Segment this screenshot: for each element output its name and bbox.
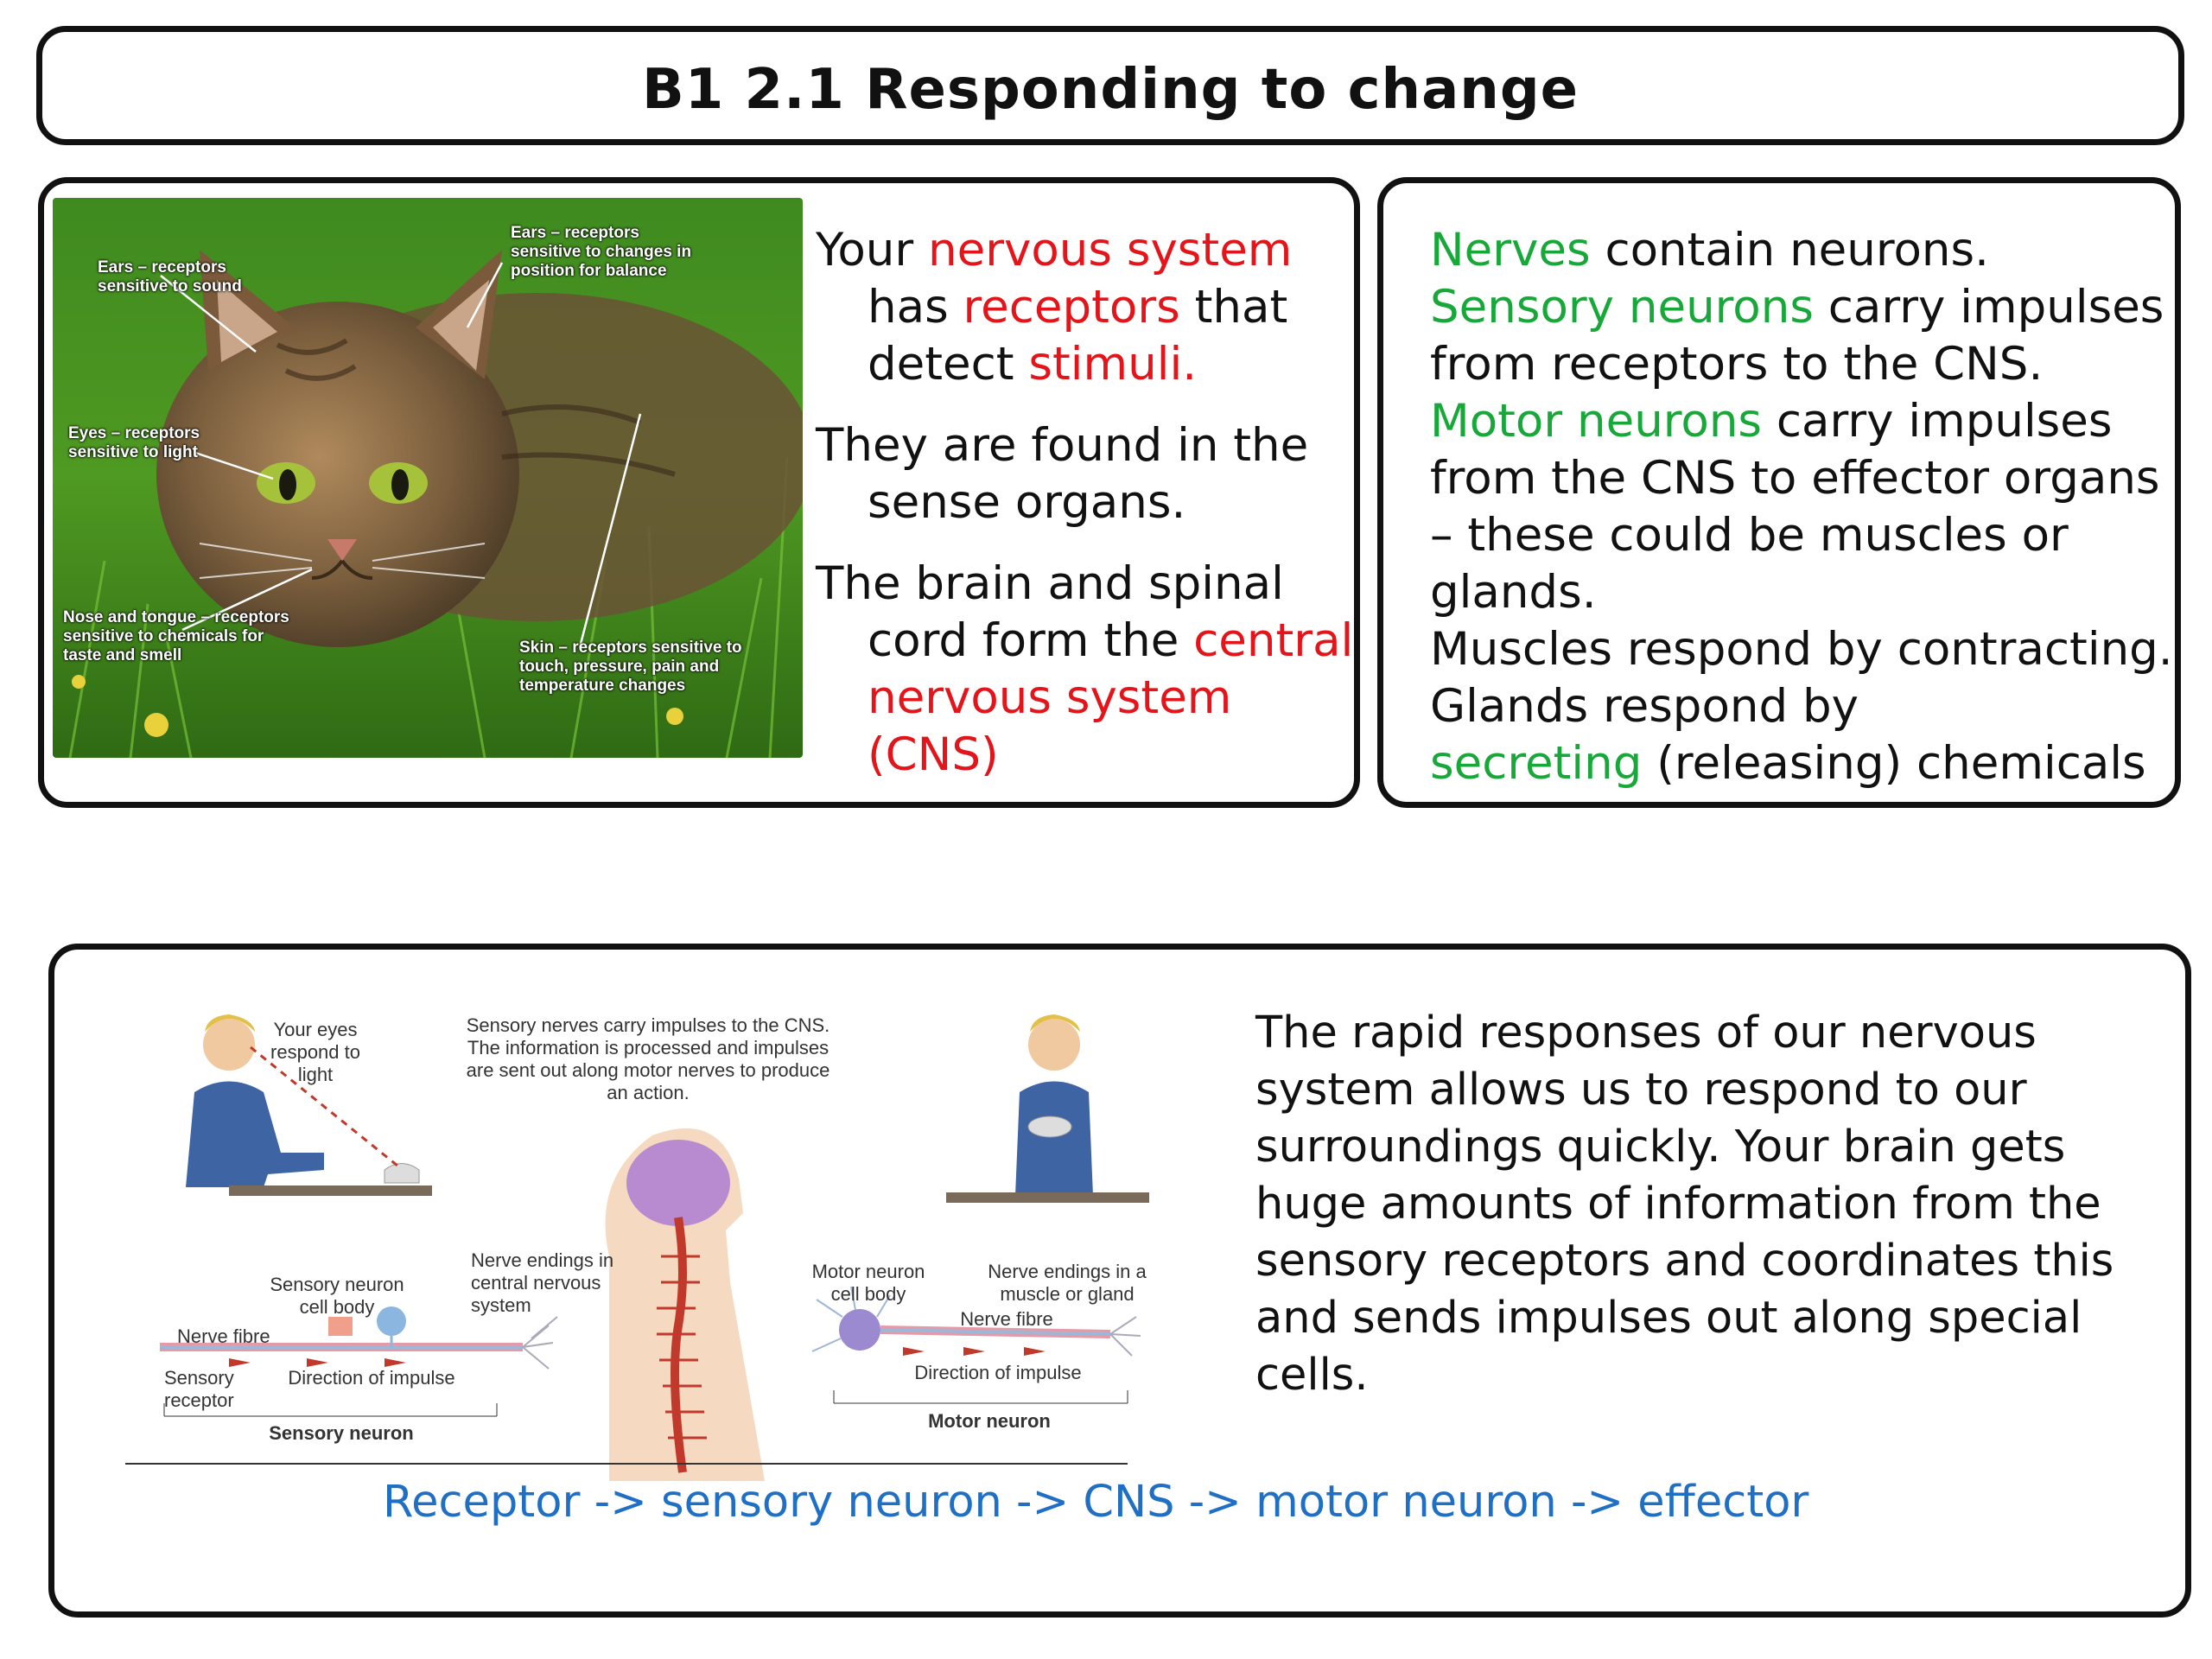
neurons-line-1: Nerves contain neurons.: [1430, 224, 1989, 276]
label-nose-tongue: Nose and tongue – receptors sensitive to chemicals for taste and smell: [63, 608, 289, 664]
neurons-panel: [1377, 177, 2181, 808]
cat-photo: [53, 198, 803, 758]
label-eyes: Eyes – receptors sensitive to light: [68, 424, 200, 461]
diagram-label-motor-neuron: Motor neuron: [928, 1410, 1051, 1432]
diagram-label-eyes: Your eyes respond to light: [270, 1019, 360, 1085]
receptors-panel: [38, 177, 1360, 808]
diagram-label-sensory-neuron: Sensory neuron: [269, 1422, 414, 1444]
diagram-label-sensory-cell-body: Sensory neuron cell body: [270, 1274, 404, 1318]
receptors-paragraph-1: Your nervous system has receptors that detect stimuli.: [816, 224, 1293, 391]
label-skin: Skin – receptors sensitive to touch, pressure, pain and temperature changes: [519, 639, 742, 695]
receptors-text: [816, 222, 1369, 808]
diagram-label-direction-1: Direction of impulse: [288, 1367, 455, 1389]
diagram-label-nerve-fibre-2: Nerve fibre: [960, 1308, 1053, 1330]
label-ears-balance: Ears – receptors sensitive to changes in position for balance: [511, 224, 692, 280]
title-box: [36, 26, 2184, 145]
receptors-paragraph-3: The brain and spinal cord form the central nervous system (CNS): [816, 557, 1354, 781]
diagram-label-direction-2: Direction of impulse: [914, 1362, 1082, 1383]
label-ears-sound: Ears – receptors sensitive to sound: [98, 258, 242, 296]
neurons-line-4: Muscles respond by contracting. Glands respond by: [1430, 623, 2173, 733]
nervous-system-diagram: [125, 997, 1188, 1481]
neurons-line-5: secreting (releasing) chemicals: [1430, 737, 2146, 790]
rapid-responses-text: The rapid responses of our nervous system allows us to respond to our surroundings quickly. Your brain gets huge amounts of information from the sensory receptors and coordinates this and sends impulses out along special cells.: [1255, 1007, 2114, 1401]
responses-panel: [48, 944, 2191, 1618]
page-title: B1 2.1 Responding to change: [641, 58, 1580, 122]
diagram-label-sensory-nerves: Sensory nerves carry impulses to the CNS. The information is processed and impulses are sent out along motor nerves to produce an action.: [466, 1014, 830, 1103]
neurons-line-3: Motor neurons carry impulses from the CNS to effector organs – these could be muscles or glands.: [1430, 395, 2160, 619]
neurons-line-2: Sensory neurons carry impulses from receptors to the CNS.: [1430, 281, 2164, 391]
receptors-paragraph-2: They are found in the sense organs.: [816, 419, 1309, 529]
response-pathway: Receptor -> sensory neuron -> CNS -> motor neuron -> effector: [383, 1477, 1809, 1528]
diagram-label-nerve-endings-cns: Nerve endings in central nervous system: [471, 1249, 614, 1316]
neurons-text: [1430, 222, 2173, 792]
diagram-label-motor-cell-body: Motor neuron cell body: [811, 1261, 925, 1305]
diagram-label-nerve-endings-muscle: Nerve endings in a muscle or gland: [988, 1261, 1147, 1305]
diagram-label-sensory-receptor: Sensory receptor: [164, 1367, 234, 1411]
diagram-label-nerve-fibre-1: Nerve fibre: [177, 1325, 270, 1347]
